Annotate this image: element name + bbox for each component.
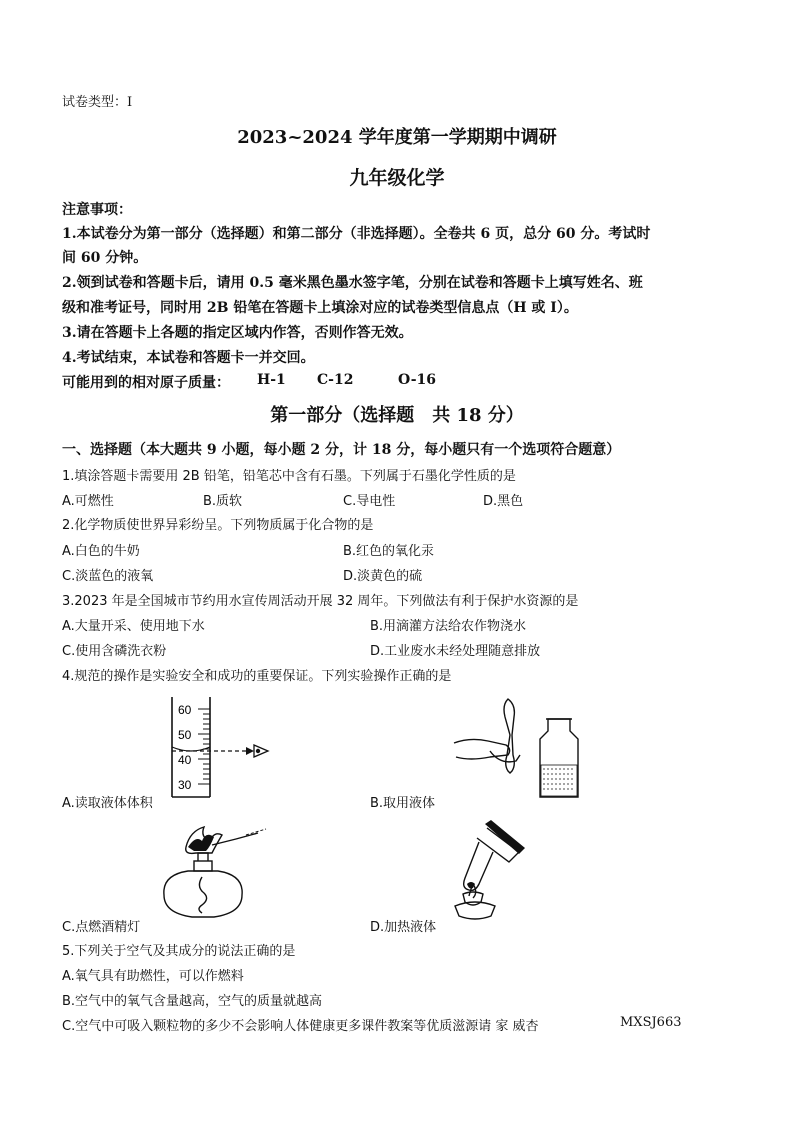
question-1-stem: 1.填涂答题卡需要用 2B 铅笔，铅笔芯中含有石墨。下列属于石墨化学性质的是 [62, 469, 516, 484]
exam-subtitle: 九年级化学 [349, 167, 445, 189]
dropper-figure [450, 695, 585, 800]
q2-option-d: D.淡黄色的硫 [343, 569, 423, 584]
cylinder-tick-label: 40 [178, 753, 192, 767]
cylinder-tick-label: 30 [178, 778, 192, 792]
q3-option-c: C.使用含磷洗衣粉 [62, 644, 167, 659]
q5-option-b: B.空气中的氧气含量越高，空气的质量就越高 [62, 994, 323, 1009]
alcohol-lamp-figure [150, 825, 270, 923]
notice-line: 4.考试结束，本试卷和答题卡一并交回。 [62, 350, 315, 366]
q2-option-a: A.白色的牛奶 [62, 544, 140, 559]
question-2-stem: 2.化学物质使世界异彩纷呈。下列物质属于化合物的是 [62, 518, 374, 533]
q1-option-b: B.质软 [203, 494, 243, 509]
q2-option-c: C.淡蓝色的液氧 [62, 569, 154, 584]
cylinder-tick-label: 50 [178, 728, 192, 742]
q3-option-b: B.用滴灌方法给农作物浇水 [370, 619, 527, 634]
footer-code: MXSJ663 [620, 1015, 682, 1030]
q1-option-a: A.可燃性 [62, 494, 114, 509]
part1-title: 第一部分（选择题 共 18 分） [270, 405, 524, 426]
q4-option-b: B.取用液体 [370, 796, 436, 811]
q5-option-a: A.氧气具有助燃性，可以作燃料 [62, 969, 244, 984]
q2-option-b: B.红色的氧化汞 [343, 544, 435, 559]
notice-line: 间 60 分钟。 [62, 250, 148, 266]
q4-option-c: C.点燃酒精灯 [62, 920, 141, 935]
cylinder-reading-figure [160, 695, 275, 800]
exam-title: 2023~2024 学年度第一学期期中调研 [237, 127, 557, 148]
question-5-stem: 5.下列关于空气及其成分的说法正确的是 [62, 944, 296, 959]
q4-option-a: A.读取液体体积 [62, 796, 153, 811]
notice-line: 2.领到试卷和答题卡后，请用 0.5 毫米黑色墨水签字笔，分别在试卷和答题卡上填写姓名、班 [62, 275, 643, 291]
notice-line: 级和准考证号，同时用 2B 铅笔在答题卡上填涂对应的试卷类型信息点（H 或 I）。 [62, 300, 578, 316]
q1-option-c: C.导电性 [343, 494, 396, 509]
notice-line: 1.本试卷分为第一部分（选择题）和第二部分（非选择题）。全卷共 6 页，总分 60 分。考试时 [62, 226, 651, 242]
q3-option-d: D.工业废水未经处理随意排放 [370, 644, 541, 659]
notice-line: 3.请在答题卡上各题的指定区域内作答，否则作答无效。 [62, 325, 413, 341]
question-3-stem: 3.2023 年是全国城市节约用水宣传周活动开展 32 周年。下列做法有利于保护水资源的是 [62, 594, 579, 609]
q3-option-a: A.大量开采、使用地下水 [62, 619, 205, 634]
question-4-stem: 4.规范的操作是实验安全和成功的重要保证。下列实验操作正确的是 [62, 669, 452, 684]
q4-option-d: D.加热液体 [370, 920, 437, 935]
atomic-mass-h: H-1 [257, 372, 286, 388]
cylinder-tick-label: 60 [178, 703, 192, 717]
heating-liquid-figure [445, 818, 535, 923]
atomic-mass-c: C-12 [317, 372, 354, 388]
section1-heading: 一、选择题（本大题共 9 小题，每小题 2 分，计 18 分，每小题只有一个选项符合题意） [62, 442, 621, 458]
notice-heading: 注意事项： [62, 202, 132, 218]
paper-type-label: 试卷类型：I [62, 95, 133, 110]
atomic-mass-label: 可能用到的相对原子质量： [62, 375, 230, 391]
q5-option-c: C.空气中可吸入颗粒物的多少不会影响人体健康更多课件教案等优质滋源请 家 威杏 [62, 1019, 539, 1034]
q1-option-d: D.黑色 [483, 494, 524, 509]
atomic-mass-o: O-16 [398, 372, 437, 388]
